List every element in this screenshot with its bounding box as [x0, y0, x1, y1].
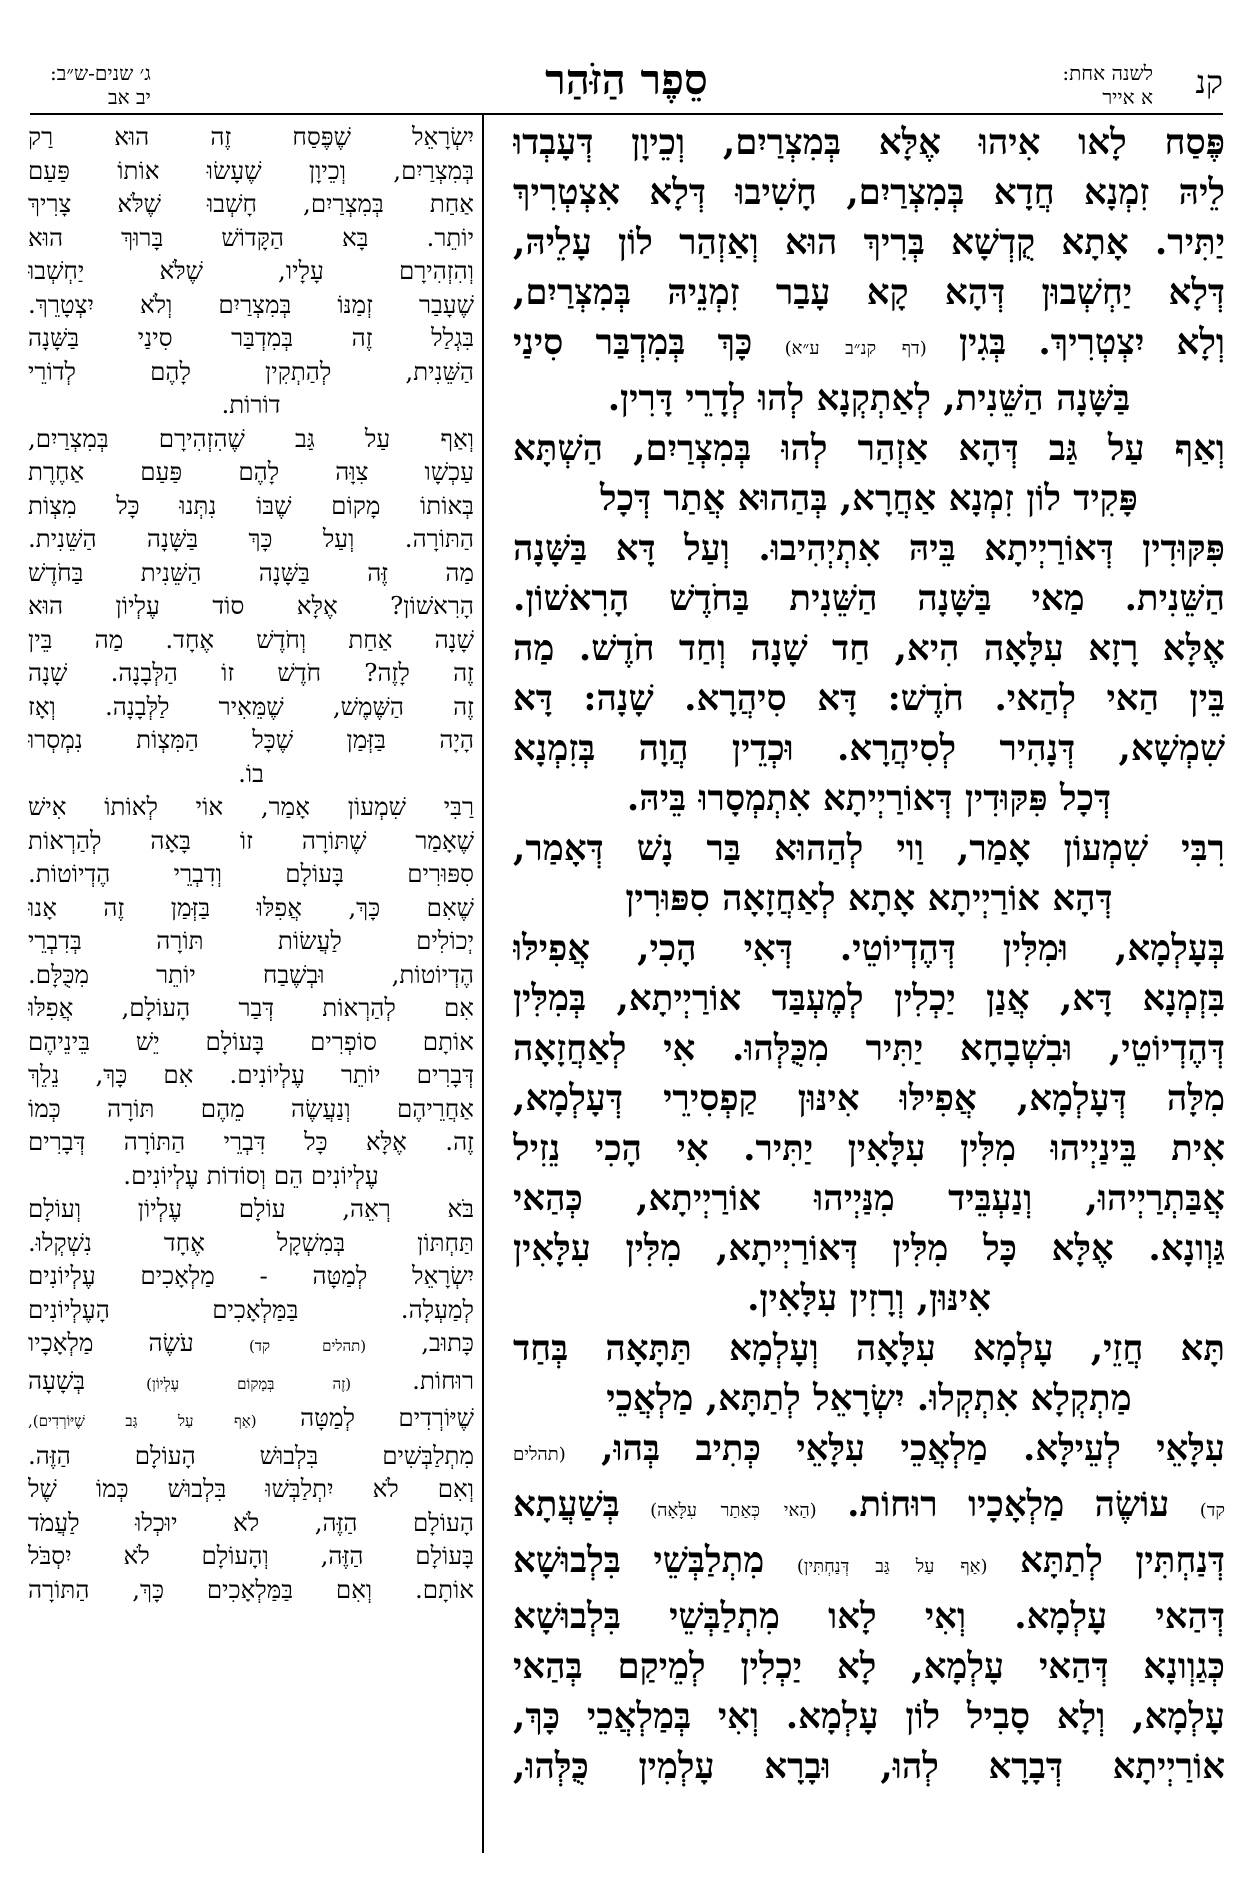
page-header — [30, 55, 1223, 115]
reading-schedule-three-years — [50, 61, 151, 109]
text-line: הָעוֹלָם הַזֶּה, לֹא יוּכְלוּ לַעֲמֹד — [28, 1507, 474, 1537]
text-line: סִפּוּרִים בָּעוֹלָם וְדִבְרֵי הֶדְיוֹטוֹת. — [28, 859, 474, 888]
text-line — [513, 1480, 1225, 1536]
text-line: אִית בֵּינַיְיהוּ מִלִּין עִלָּאִין יַתִּיר. אִי הָכִי נֵזִיל — [513, 1128, 1225, 1169]
text-segment: מִתְלַבְּשֵׁי בִּלְבוּשָׁא — [513, 1540, 765, 1581]
text-line: עַכְשָׁו צִוָּה לָהֶם פַּעַם אַחֶרֶת — [28, 457, 474, 486]
column-divider — [482, 113, 484, 1853]
text-line: יַתִּיר. אָתָא קֻדְשָׁא בְּרִיךְ הוּא וְאַזְהַר לוֹן עָלֵיהּ, — [513, 222, 1225, 263]
text-line — [28, 1326, 474, 1364]
gloss: (אַף עַל גַּב שֶׁיּוֹרְדִים), — [28, 1412, 257, 1430]
text-line: לְמַעְלָה. בַּמַּלְאָכִים הָעֶלְיוֹנִים — [28, 1294, 474, 1324]
text-segment: וְלָא יִצְטְרִיךְ. בְּגִין — [958, 322, 1225, 363]
text-line — [28, 1364, 474, 1402]
text-line: וְהִזְהִירָם עָלָיו, שֶׁלֹּא יַחְשְׁבוּ — [28, 256, 474, 285]
text-line: בֵּין הַאי לְהַאי. חֹדֶשׁ: דָּא סִיהֲרָא. שָׁנָה: דָּא — [513, 678, 1225, 719]
text-line: עֶלְיוֹנִים הֵם וְסוֹדוֹת עֶלְיוֹנִים. — [123, 1160, 379, 1190]
text-segment: עוֹשֶׂה מַלְאָכָיו רוּחוֹת. — [847, 1484, 1170, 1525]
text-line: שֶׁאִם כָּךְ, אֲפִלּוּ בַּזְּמַן זֶה אָנוּ — [28, 892, 474, 922]
page-number: קנ — [1195, 63, 1223, 101]
text-segment: שֶׁיּוֹרְדִים לְמַטָּה — [300, 1403, 474, 1432]
text-line: מַתְקְלָא אִתְקְלוּ. יִשְׂרָאֵל לְתַתָּא, מַלְאֲכֵי — [606, 1378, 1132, 1419]
text-line: בֹּא רְאֵה, עוֹלָם עֶלְיוֹן וְעוֹלָם — [28, 1194, 474, 1223]
text-line — [513, 1536, 1225, 1592]
text-line: שֶׁעָבַר זְמַנּוֹ בְּמִצְרַיִם וְלֹא יִצְטָרֵךְ. — [28, 289, 474, 319]
text-segment: עִלָּאֵי לְעֵילָּא. מַלְאֲכֵי עִלָּאֵי כְּתִיב בְּהוּ, — [601, 1428, 1225, 1469]
text-line: אַחֲרֵיהֶם וְנַעֲשֶׂה מֵהֶם תּוֹרָה כְּמוֹ — [28, 1093, 474, 1123]
text-line: רַבִּי שִׁמְעוֹן אָמַר, אוֹי לְאוֹתוֹ אִישׁ — [28, 792, 474, 821]
text-line: אוֹתָם סוֹפְרִים בָּעוֹלָם יֵשׁ בֵּינֵיהֶם — [28, 1026, 474, 1056]
text-line: בִּזְמְנָא דָּא, אֲנַן יַכְלִין לְמֶעְבַּד אוֹרַיְיתָא, בְּמִלִּין — [513, 978, 1225, 1019]
text-line: הַשֵּׁנִית. מַאי בַּשָּׁנָה הַשֵּׁנִית בַּחֹדֶשׁ הָרִאשׁוֹן. — [513, 578, 1225, 619]
text-line: דְּהֶדְיוֹטֵי, וּבִשְׁבָחָא יַתִּיר מִכֻּלְּהוּ. אִי לְאַחֲזָאָה — [513, 1028, 1225, 1069]
text-line: לֵיהּ זִמְנָא חֲדָא בְּמִצְרַיִם, חָשִׁיבוּ דְּלָא אִצְטְרִיךְ — [513, 172, 1225, 213]
text-segment: כָּךְ בְּמִדְבַּר סִינַי — [513, 322, 753, 363]
text-line: מִלָּה דְּעָלְמָא, אֲפִילּוּ אִינּוּן קַפְסִירֵי דְּעָלְמָא, — [513, 1078, 1225, 1119]
text-segment: בְּשַׁעֲתָא — [513, 1484, 620, 1525]
text-line: אִינּוּן, וְרָזִין עִלָּאִין. — [747, 1278, 991, 1319]
text-line: מַה זֶּה בַּשָּׁנָה הַשֵּׁנִית בַּחֹדֶשׁ — [28, 557, 474, 587]
text-line: דְּכָל פִּקּוּדִין דְּאוֹרַיְיתָא אִתְמְסָרוּ בֵּיהּ. — [626, 778, 1112, 819]
text-line — [28, 1401, 474, 1439]
text-line: יוֹתֵר. בָּא הַקָּדוֹשׁ בָּרוּךְ הוּא — [28, 222, 474, 252]
text-line: וְאִם לֹא יִתְלַבְּשׁוּ בִּלְבוּשׁ כְּמוֹ שֶׁל — [28, 1474, 474, 1503]
text-line: פָּקִיד לוֹן זִמְנָא אַחֲרָא, בְּהַהוּא אֲתַר דְּכָל — [600, 478, 1138, 519]
text-line: זֶה הַשֶּׁמֶשׁ, שֶׁמֵּאִיר לַלְּבָנָה. וְאָז — [28, 691, 474, 721]
text-segment: כָּתוּב, — [421, 1328, 474, 1357]
text-line: בָּעוֹלָם הַזֶּה, וְהָעוֹלָם לֹא יִסְבֹּל — [28, 1541, 474, 1570]
main-aramaic-column — [513, 118, 1225, 1792]
text-line: שֶׁאָמַר שֶׁתּוֹרָה זוֹ בָּאָה לְהַרְאוֹת — [28, 825, 474, 855]
text-line: אוֹרַיְיתָא דְּבָרָא לְהוּ, וּבָרָא עָלְמִין כֻּלְּהוּ, — [513, 1746, 1225, 1787]
text-line: מִתְלַבְּשִׁים בִּלְבוּשׁ הָעוֹלָם הַזֶּה. — [28, 1440, 474, 1470]
text-line: הַשֵּׁנִית, לְהַתְקִין לָהֶם לְדוֹרֵי — [28, 356, 474, 386]
text-line: זֶה לָזֶה? חֹדֶשׁ זוֹ הַלְּבָנָה. שָׁנָה — [28, 658, 474, 687]
text-line: בְּמִצְרַיִם, וְכֵיוָן שֶׁעָשׂוּ אוֹתוֹ פַּעַם — [28, 155, 474, 185]
text-line: תָּא חֲזֵי, עָלְמָא עִלָּאָה וְעָלְמָא תַּתָּאָה בְּחַד — [513, 1328, 1225, 1369]
text-line: גַּוְונָא. אֶלָּא כָּל מִלִּין דְּאוֹרַיְיתָא, מִלִּין עִלָּאִין — [513, 1228, 1225, 1269]
text-line: אוֹתָם. וְאִם בַּמַּלְאָכִים כָּךְ, הַתּוֹרָה — [28, 1574, 474, 1604]
folio-reference: (דף קנ״ב ע״א) — [784, 338, 927, 359]
text-line: יְכוֹלִים לַעֲשׂוֹת תּוֹרָה בְּדִבְרֵי — [28, 926, 474, 955]
text-line: בַּשָּׁנָה הַשֵּׁנִית, לְאַתְקְנָא לְהוּ לְדָרֵי דָּרִין. — [607, 378, 1131, 419]
text-line: עָלְמָא, וְלָא סָבִיל לוֹן עָלְמָא. וְאִי בְּמַלְאֲכֵי כָּךְ, — [513, 1696, 1225, 1737]
text-line: בְּאוֹתוֹ מָקוֹם שֶׁבּוֹ נִתְּנוּ כָּל מִצְוֹת — [28, 490, 474, 520]
book-title: סֵפֶר הַזֹּהַר — [545, 55, 708, 104]
verse-reference: קד) — [1199, 1500, 1225, 1521]
text-line: הָרִאשׁוֹן? אֶלָּא סוֹד עֶלְיוֹן הוּא — [28, 591, 474, 620]
verse-reference: (תהלים — [513, 1444, 566, 1465]
text-line: דְּבָרִים יוֹתֵר עֶלְיוֹנִים. אִם כָּךְ, נֵלֵךְ — [28, 1060, 474, 1089]
text-line: פֶּסַח לָאו אִיהוּ אֶלָּא בְּמִצְרַיִם, וְכֵיוָן דְּעָבְדוּ — [513, 122, 1225, 163]
text-segment: בְּשָׁעָה — [28, 1365, 86, 1395]
text-line: רִבִּי שִׁמְעוֹן אָמַר, וַוי לְהַהוּא בַּר נָשׁ דְּאָמַר, — [513, 828, 1225, 869]
text-line: בוֹ. — [238, 758, 264, 788]
text-line: וְאַף עַל גַּב שֶׁהִזְהִירָם בְּמִצְרַיִם, — [28, 423, 474, 453]
text-line: כְּגַוְונָא דְּהַאי עָלְמָא, לָא יַכְלִין לְמֵיקַם בְּהַאי — [513, 1646, 1225, 1687]
text-line: דְּלָא יַחְשְׁבוּן דְּהָא קָא עָבַר זִמְנֵיהּ בְּמִצְרַיִם, — [513, 272, 1225, 313]
text-line: אִם לְהַרְאוֹת דְּבַר הָעוֹלָם, אֲפִלּוּ — [28, 993, 474, 1022]
text-line: דְּהָא אוֹרַיְיתָא אָתָא לְאַחֲזָאָה סִפּוּרִין — [625, 878, 1113, 919]
verse-reference: (תהלים קד) — [248, 1337, 367, 1355]
text-line: יִשְׂרָאֵל לְמַטָּה - מַלְאָכִים עֶלְיוֹנִים — [28, 1261, 474, 1290]
gloss: (אַף עַל גַּב דְּנַחְתִּין) — [796, 1556, 988, 1577]
text-segment: רוּחוֹת. — [412, 1365, 474, 1395]
text-line — [513, 1424, 1225, 1480]
schedule-label: ג׳ שנים-ש״ב: — [50, 61, 151, 85]
text-segment: דְּנַחְתִּין לְתַתָּא — [1020, 1540, 1225, 1581]
text-line: שִׁמְשָׁא, דְּנָהִיר לְסִיהֲרָא. וּכְדֵין הֲוָה בְּזִמְנָא — [513, 728, 1225, 769]
text-line: הַתּוֹרָה. וְעַל כָּךְ בַּשָּׁנָה הַשֵּׁנִית. — [28, 524, 474, 553]
text-line: אַחַת בְּמִצְרַיִם, חָשְׁבוּ שֶׁלֹּא צָרִיךְ — [28, 189, 474, 218]
text-line: דוֹרוֹת. — [221, 390, 281, 419]
text-segment: עֹשֶׂה מַלְאָכָיו — [28, 1328, 194, 1357]
gloss: (הַאי כְּאַתַר עִלָּאָה) — [650, 1500, 817, 1521]
text-line: אֲבַּתְרַיְיהוּ, וְנַעְבֵּיד מִנַּיְיהוּ אוֹרַיְיתָא, כְּהַאי — [513, 1178, 1225, 1219]
text-line: בִּגְלַל זֶה בְּמִדְבַּר סִינַי בַּשָּׁנָה — [28, 323, 474, 352]
header-rule — [30, 113, 1223, 115]
text-line: בְּעָלְמָא, וּמִלִּין דְּהֶדְיוֹטֵי. דְּאִי הָכִי, אֲפִילּוּ — [513, 928, 1225, 969]
schedule-label: לשנה אחת: — [1062, 61, 1153, 85]
text-line: וְאַף עַל גַּב דְּהָא אַזְהַר לְהוּ בְּמִצְרַיִם, הַשְׁתָּא — [513, 428, 1225, 469]
text-line: הֶדְיוֹטוֹת, וּבְשֶׁבַח יוֹתֵר מִכֻּלָּם. — [28, 959, 474, 989]
hebrew-translation-column — [28, 120, 474, 1606]
text-line: פִּקּוּדִין דְּאוֹרַיְיתָא בֵּיהּ אִתְיְהִיבוּ. וְעַל דָּא בַּשָּׁנָה — [513, 528, 1225, 569]
text-line: הָיָה בַּזְּמַן שֶׁכָּל הַמִּצְוֹת נִמְסְרוּ — [28, 725, 474, 754]
text-line: דְּהַאי עָלְמָא. וְאִי לָאו מִתְלַבְּשֵׁי בִּלְבוּשָׁא — [513, 1596, 1225, 1637]
schedule-date: א אייר — [1102, 85, 1153, 109]
gloss: (זֶה בְּמָקוֹם עֶלְיוֹן) — [146, 1374, 352, 1393]
text-line: זֶה. אֶלָּא כָּל דִּבְרֵי הַתּוֹרָה דְּבָרִים — [28, 1127, 474, 1156]
text-line: תַּחְתּוֹן בְּמִשְׁקָל אֶחָד נִשְׁקְלוּ. — [28, 1227, 474, 1257]
text-line: אֶלָּא רָזָא עִלָּאָה הִיא, חַד שָׁנָה וְחַד חֹדֶשׁ. מַה — [513, 628, 1225, 669]
schedule-date: יב אב — [107, 85, 151, 109]
text-line: יִשְׂרָאֵל שֶׁפֶּסַח זֶה הוּא רַק — [28, 122, 474, 151]
text-line: שָׁנָה אַחַת וְחֹדֶשׁ אֶחָד. מַה בֵּין — [28, 624, 474, 654]
text-line — [513, 318, 1225, 374]
